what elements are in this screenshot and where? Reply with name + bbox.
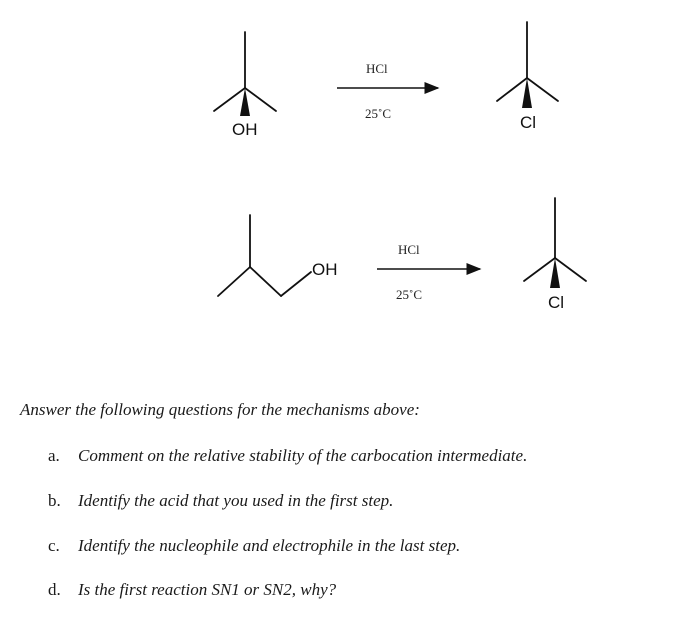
reaction-2 [218,198,586,312]
tert-butyl-chloride-structure [524,198,586,312]
reaction-arrow-1 [337,61,438,121]
reaction-1 [214,22,558,139]
temperature-label: 25˚C [396,287,422,302]
tert-butyl-chloride-structure [497,22,558,132]
temperature-label: 25˚C [365,106,391,121]
question-text: Identify the acid that you used in the first step. [78,491,394,510]
tert-butanol-structure [214,32,276,139]
reactant-oh-label: OH [312,260,338,279]
reactant-oh-label: OH [232,120,258,139]
reagent-label: HCl [398,242,420,257]
question-d [48,580,336,600]
product-cl-label: Cl [548,293,565,312]
question-prompt: Answer the following questions for the mechanisms above: [20,400,420,419]
question-label: c. [48,536,60,555]
question-label: a. [48,446,60,465]
isobutanol-structure [218,215,338,296]
product-cl-label: Cl [520,113,537,132]
question-text: Identify the nucleophile and electrophile in the last step. [78,536,461,555]
question-text: Is the first reaction SN1 or SN2, why? [78,580,337,599]
question-c [48,536,460,556]
question-label: b. [48,491,61,510]
question-a [48,446,527,466]
question-b [48,491,393,511]
question-label: d. [48,580,61,599]
question-text: Comment on the relative stability of the carbocation intermediate. [78,446,528,465]
reagent-label: HCl [366,61,388,76]
reaction-arrow-2 [377,242,480,302]
